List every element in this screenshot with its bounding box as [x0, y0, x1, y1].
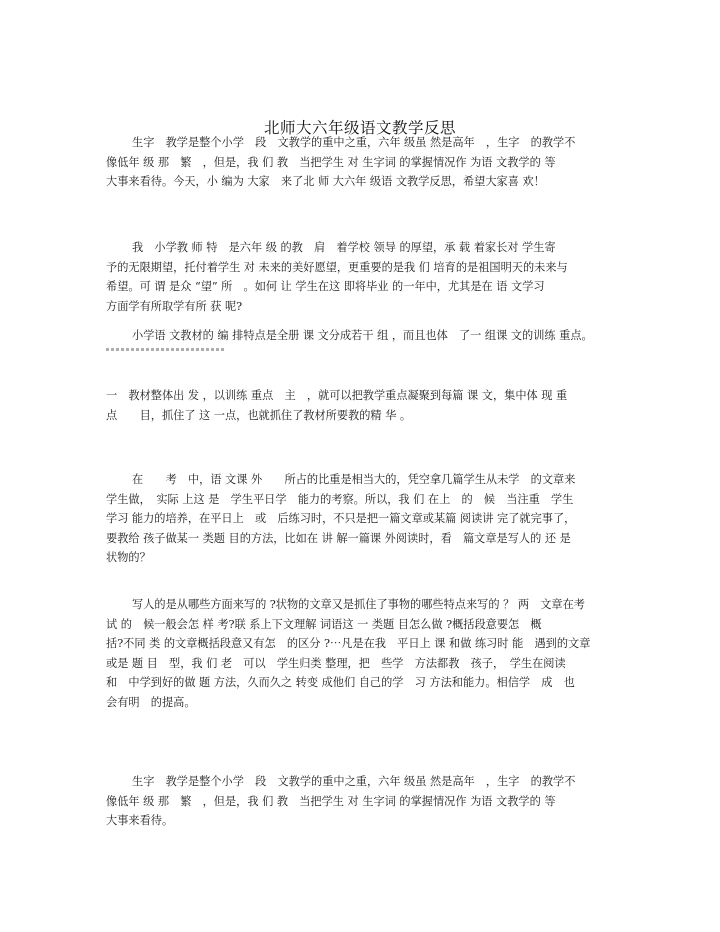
paragraph-line: 一 教材整体出 发 ，以训练 重点 主 ，就可以把教学重点凝聚到每篇 课 文，集中体 现 重	[106, 389, 568, 402]
paragraph-line: 希望。可 谓 是众 “望” 所 。如何 让 学生在这 即将毕业 的一年中，尤其是在 语 文学习	[106, 280, 545, 293]
paragraph-line: 状物的？	[106, 551, 151, 564]
paragraph-3	[106, 326, 616, 346]
paragraph-line: 像低年 级 那 繁 ，但是，我 们 教 当把学生 对 生字词 的掌握情况作 为语 文教学的 等	[106, 794, 556, 808]
paragraph-2	[106, 238, 616, 316]
paragraph-line: 小学语 文教材的 编 排特点是全册 课 文分成若干 组 ，而且也体 了一 组课 文的训练 重点。	[132, 329, 593, 342]
paragraph-6	[106, 595, 616, 712]
paragraph-line: 大事来看待。今天，小 编为 大家 来了北 师 大六年 级语 文教学反思，希望大家喜 欢！	[106, 175, 545, 188]
paragraph-line: 试 的 候一般会怎 样 考?联 系上下文理解 词语这 一 类题 目怎么做 ?概括段意要怎 概	[106, 617, 542, 631]
paragraph-line: 写人的是从哪些方面来写的 ?状物的文章又是抓住了事物的哪些特点来写的 ？ 两 文章在考	[132, 598, 585, 611]
paragraph-line: 要教给 孩子做某一 类题 目的方法，比如在 讲 解一篇课 外阅读时，看 篇文章是写人的 还 是	[106, 531, 571, 545]
document-title: 北师大六年级语文教学反思	[263, 119, 456, 137]
paragraph-4	[106, 386, 616, 425]
paragraph-line: 和 中学到好的做 题 方法，久而久之 转变 成他们 自己的学 习 方法和能力。相信学 成 也	[106, 676, 575, 689]
paragraph-5	[106, 470, 616, 568]
paragraph-line: 予的无限期望，托付着学生 对 未来的美好愿望，更重要的是我 们 培育的是祖国明天的未来与	[106, 260, 568, 274]
scan-artifact	[106, 348, 224, 351]
paragraph-line: 学习 能力的培养，在平日上 或 后练习时，不只是把一篇文章或某篇 阅读讲 完了就完事了，	[106, 512, 576, 525]
paragraph-line: 生字 教学是整个小学 段 文教学的重中之重，六年 级虽 然是高年 ，生字 的教学不	[132, 136, 576, 149]
paragraph-line: 像低年 级 那 繁 ，但是，我 们 教 当把学生 对 生字词 的掌握情况作 为语 文教学的 等	[106, 155, 556, 169]
paragraph-7	[106, 772, 616, 831]
paragraph-line: 方面学有所取学有所 获 呢?	[106, 299, 243, 313]
paragraph-line: 大事来看待。	[106, 814, 174, 827]
paragraph-line: 生字 教学是整个小学 段 文教学的重中之重，六年 级虽 然是高年 ，生字 的教学不	[132, 775, 576, 788]
paragraph-1	[106, 133, 616, 192]
paragraph-line: 会有明 的提高。	[106, 695, 196, 709]
paragraph-line: 我 小学教 师 特 是六年 级 的教 肩 着学校 领导 的厚望，承 载 着家长对 学生寄	[132, 241, 556, 254]
paragraph-line: 点 目，抓住了 这 一点，也就抓住了教材所要教的精 华 。	[106, 408, 412, 422]
paragraph-line: 在 考 中，语 文课 外 所占的比重是相当大的，凭空拿几篇学生从未学 的文章来	[132, 473, 576, 486]
paragraph-line: 括?不同 类 的文章概括段意又有怎 的区分 ?⋯凡是在我 平日上 课 和做 练习时 能 遇到的文章	[106, 637, 591, 650]
paragraph-line: 或是 题 目 型，我 们 老 可以 学生归类 整理，把 些学 方法都教 孩子， 学生在阅读	[106, 656, 566, 670]
paragraph-line: 学生做， 实际 上这 是 学生平日学 能力的考察。所以，我 们 在上 的 候 当注重 学生	[106, 492, 574, 506]
